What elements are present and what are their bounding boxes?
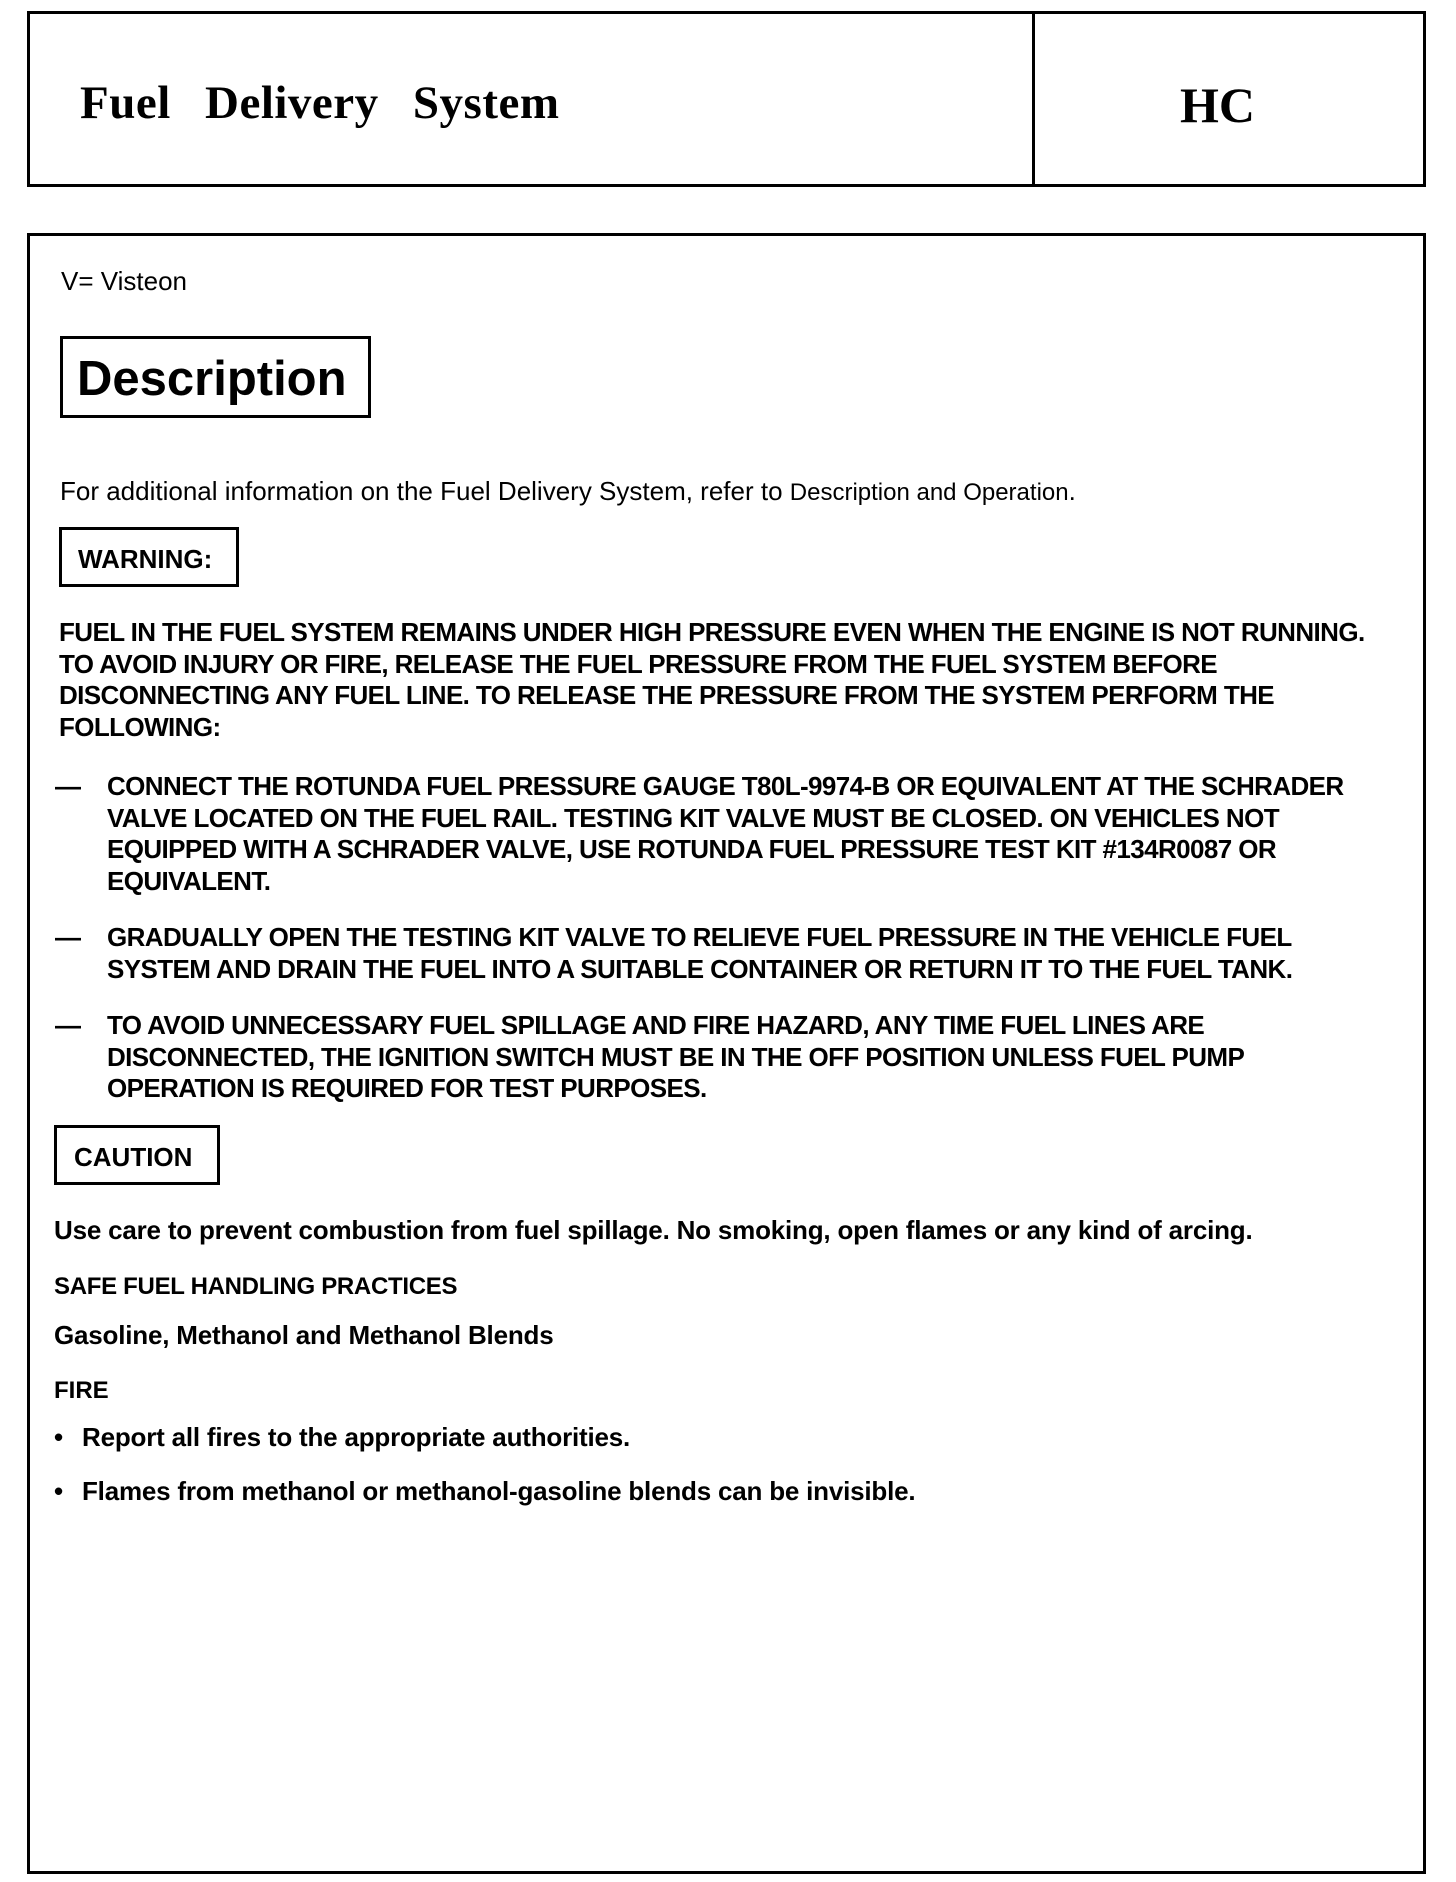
list-item-text: TO AVOID UNNECESSARY FUEL SPILLAGE AND FIRE HAZARD, ANY TIME FUEL LINES ARE DISCONNECTED, THE IGNITION SWITCH MUST BE IN THE OFF POSITION UNLESS FUEL PUMP OPERATION IS REQUIRED FOR TEST PURPOSES.	[107, 1010, 1244, 1103]
bullet-item	[54, 1476, 915, 1507]
bullet-icon: •	[54, 1422, 63, 1452]
header-box	[27, 11, 1426, 187]
visteon-note: V= Visteon	[61, 266, 188, 296]
section-title-box	[60, 336, 371, 418]
dash-marker: —	[55, 1010, 81, 1040]
list-item	[55, 771, 1395, 897]
section-title: Description	[77, 352, 347, 406]
page-title: Fuel Delivery System	[80, 77, 560, 129]
bullet-icon: •	[54, 1476, 63, 1506]
warning-label: WARNING:	[78, 544, 213, 574]
fuels-heading: Gasoline, Methanol and Methanol Blends	[54, 1320, 554, 1350]
intro-text: For additional information on the Fuel Delivery System, refer to	[60, 476, 790, 506]
caution-text: Use care to prevent combustion from fuel spillage. No smoking, open flames or any kind of arcing.	[54, 1215, 1253, 1245]
warning-label-box	[59, 527, 239, 587]
bullet-item	[54, 1422, 630, 1453]
dash-marker: —	[55, 771, 81, 801]
bullet-text: Flames from methanol or methanol-gasoline blends can be invisible.	[82, 1476, 916, 1506]
list-item-text: GRADUALLY OPEN THE TESTING KIT VALVE TO RELIEVE FUEL PRESSURE IN THE VEHICLE FUEL SYSTEM AND DRAIN THE FUEL INTO A SUITABLE CONTAINER OR RETURN IT TO THE FUEL TANK.	[107, 922, 1293, 984]
intro-end: .	[1068, 476, 1076, 506]
warning-text: FUEL IN THE FUEL SYSTEM REMAINS UNDER HIGH PRESSURE EVEN WHEN THE ENGINE IS NOT RUNNING. TO AVOID INJURY OR FIRE, RELEASE THE FUEL PRESSURE FROM THE FUEL SYSTEM BEFORE DISCONNECTING ANY FUEL LINE. TO RELEASE THE PRESSURE FROM THE SYSTEM PERFORM THE FOLLOWING:	[59, 617, 1365, 742]
list-item	[55, 1010, 1395, 1105]
practices-heading: SAFE FUEL HANDLING PRACTICES	[54, 1273, 458, 1300]
caution-label-box	[54, 1125, 220, 1185]
list-item	[55, 922, 1395, 985]
list-item-text: CONNECT THE ROTUNDA FUEL PRESSURE GAUGE T80L-9974-B OR EQUIVALENT AT THE SCHRADER VALVE LOCATED ON THE FUEL RAIL. TESTING KIT VALVE MUST BE CLOSED. ON VEHICLES NOT EQUIPPED WITH A SCHRADER VALVE, USE ROTUNDA FUEL PRESSURE TEST KIT #134R0087 OR EQUIVALENT.	[107, 771, 1344, 896]
header-divider	[1032, 14, 1035, 184]
intro-paragraph	[60, 476, 1076, 507]
dash-marker: —	[55, 922, 81, 952]
bullet-text: Report all fires to the appropriate authorities.	[82, 1422, 631, 1452]
caution-label: CAUTION	[74, 1142, 193, 1172]
section-code: HC	[1180, 77, 1255, 133]
description-operation-link[interactable]: Description and Operation	[789, 479, 1069, 506]
content-box	[27, 233, 1426, 1874]
fire-heading: FIRE	[54, 1377, 109, 1404]
